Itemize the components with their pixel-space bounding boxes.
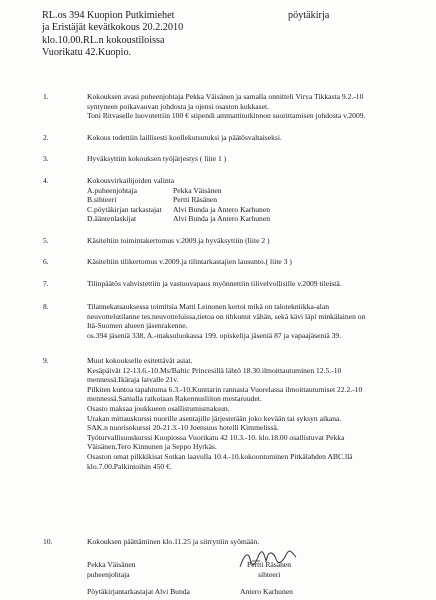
meeting-header xyxy=(42,10,183,60)
item-number: 2. xyxy=(43,133,49,142)
item-line: Käsiteltiin tilikertomus v.2009.ja tilintarkastajien lausunto.( liite 3 ) xyxy=(87,257,292,266)
official-role: D.ääntenlaskijat xyxy=(87,214,137,224)
item-line: Käsiteltiin toimintakertomus v.2009.ja hyväksyttiin (liite 2 ) xyxy=(87,236,270,245)
item-line: Urakan mittauskurssi nuorille asentajille järjestetään joko kevään tai syksyn aikana. xyxy=(87,413,342,423)
item-number: 4. xyxy=(43,176,49,185)
item-line: syntyneen poikavauvan johdosta ja ojensi osaston kukkaset. xyxy=(87,101,270,111)
item-line: Kokouksen avasi puheenjohtaja Pekka Väisänen ja samalla onnitteli Virva Tikkasta 9.2.-10 xyxy=(87,92,364,101)
item-line: Toni Ritvaselle luovutettiin 100 € stipendi ammattitutkinnon suorittamisen johdosta v.2009. xyxy=(87,111,366,121)
item-line: os.394 jäseniä 338, A.-maksuluokassa 199. opiskelija jäseniä 87 ja vapaajäseniä 39. xyxy=(87,330,342,340)
item-line: Osaston omat pilkkikisat Sotkan laavulla 10.4.-10.kokoontuminen Pitkälahden ABC.llä xyxy=(87,451,353,461)
item-line: Pilkiten kuntoa tapahtuma 6.3.-10.Kunttarin rannasta Vuorelassa ilmoittautumiset 22.2.-10 xyxy=(87,384,363,394)
official-name: Pertti Räsänen xyxy=(173,195,218,205)
item-text xyxy=(87,154,417,164)
item-line: Itä-Suomen alueen jäsenrakenne. xyxy=(87,321,188,331)
item-line: Hyväksyttiin kokouksen työjärjestys ( liite 1 ) xyxy=(87,154,227,163)
item-number: 8. xyxy=(43,302,49,311)
item-line: mennessä.Ikäraja laivalle 21v. xyxy=(87,375,179,385)
item-text xyxy=(87,236,417,246)
official-row xyxy=(87,195,417,205)
item-text xyxy=(87,537,417,547)
header-line: klo.10.00.RL.n kokoustiloissa xyxy=(42,34,165,46)
checker-name: Antero Karhunen xyxy=(240,587,293,596)
header-line: RL.os 394 Kuopion Putkimiehet xyxy=(42,10,175,21)
official-role: A.puheenjohtaja xyxy=(87,185,137,195)
official-role: B.sihteeri xyxy=(87,195,117,205)
item-text xyxy=(87,133,417,143)
official-name: Pekka Väisänen xyxy=(173,185,222,195)
secretary-name: Pertti Räsänen xyxy=(247,560,292,569)
official-row xyxy=(87,214,417,224)
official-row xyxy=(87,186,417,196)
chair-name: Pekka Väisänen xyxy=(87,560,136,569)
document-type: pöytäkirja xyxy=(288,10,330,21)
item-line: Tilinpäätös vahvistettiin ja vastuuvapaus myönnettiin tilivelvollisille v.2009 tileistä. xyxy=(87,279,342,288)
item-number: 6. xyxy=(43,257,49,266)
header-line: ja Eristäjät kevätkokous 20.2.2010 xyxy=(42,22,184,34)
official-name: Alvi Bunda ja Antero Karhunen xyxy=(173,214,271,224)
chair-title: puheenjohtaja xyxy=(87,570,130,579)
item-line: Tilannekatsauksessa toimitsia Matti Leinonen kertoi mikä on talotekniikka-alan xyxy=(87,302,330,311)
item-line: mennessä.Samalla ratkotaan Rakennusliiton mestaruudet. xyxy=(87,394,262,404)
item-text xyxy=(87,257,417,267)
item-text xyxy=(87,356,417,471)
item-line: Kokousvirkailijoiden valinta xyxy=(87,176,175,185)
item-text xyxy=(87,92,417,121)
item-line: SAK.n nuorisokurssi 20-21.3.-10 Joensuus hotelli Kimmelissä. xyxy=(87,423,279,433)
item-text xyxy=(87,279,417,289)
header-line: Vuorikatu 42.Kuopio. xyxy=(42,47,132,59)
item-line: Kokous todettiin laillisesti koollekutsutuksi ja päätösvaltaiseksi. xyxy=(87,133,282,142)
item-line: Työturvallisuuskurssi Kuopiossa Vuorikatu 42 10.3.-10. klo.18.00 osallistuvat Pekka xyxy=(87,432,345,442)
item-number: 10. xyxy=(43,537,53,546)
item-text xyxy=(87,302,417,340)
item-text xyxy=(87,176,417,224)
item-line: Kokouksen päättäminen klo.11.25 ja siirryttiin syömään. xyxy=(87,537,260,546)
item-line: Väisänen,Tero Kinnunen ja Seppo Hyrkäs. xyxy=(87,442,217,452)
item-line: Osasto maksaa joukkueen osallistumismaksun. xyxy=(87,403,230,413)
item-line: klo.7.00.Palkintoihin 450 €. xyxy=(87,461,172,471)
item-line: Kesäpäivät 12-13.6.-10.Ms/Baltic Princesillä lähtö 18.30.ilmoittautuminen 12.5.-10 xyxy=(87,365,342,375)
checkers-label: Pöytäkirjantarkastajat Alvi Bunda xyxy=(87,587,190,596)
item-number: 3. xyxy=(43,154,49,163)
official-row xyxy=(87,205,417,215)
official-role: C.pöytäkirjan tarkastajat xyxy=(87,204,162,214)
item-number: 1. xyxy=(43,92,49,101)
item-number: 9. xyxy=(43,356,49,365)
secretary-title: sihteeri xyxy=(258,570,281,579)
item-line: neuvottelutilanne tes.neuvotteluissa,tietoa on tihkunut vähän, sekä kävi läpi minkälainen on xyxy=(87,311,366,321)
item-number: 7. xyxy=(43,279,49,288)
item-number: 5. xyxy=(43,236,49,245)
official-name: Alvi Bunda ja Antero Karhunen xyxy=(173,204,271,214)
item-line: Muut kokoukselle esitettävät asiat. xyxy=(87,356,193,365)
